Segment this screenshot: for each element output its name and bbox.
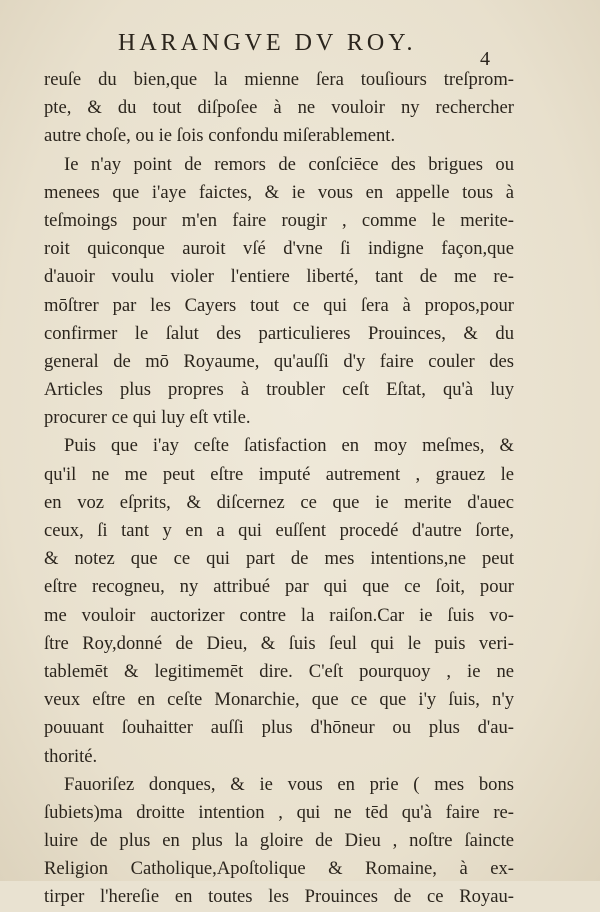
text-line: ſtre Roy,donné de Dieu, & ſuis ſeul qui le puis veri-: [44, 632, 514, 654]
text-line: Ie n'ay point de remors de conſciēce des brigues ou: [64, 153, 514, 175]
text-line: me vouloir auctorizer contre la raiſon.Car ie ſuis vo-: [44, 604, 514, 626]
paragraph: [44, 151, 514, 433]
text-line: roit quiconque auroit vſé d'vne ſi indigne façon,que: [44, 238, 514, 260]
running-title: HARANGVE DV ROY.: [118, 30, 417, 56]
text-line: veux eſtre en ceſte Monarchie, que ce que i'y ſuis, n'y: [44, 689, 514, 711]
text-line: Articles plus propres à troubler ceſt Eſtat, qu'à luy: [44, 379, 514, 401]
text-line: qu'il ne me peut eſtre imputé autrement , grauez le: [44, 463, 514, 485]
body-text: [44, 66, 514, 912]
text-line: d'auoir voulu violer l'entiere liberté, tant de me re-: [44, 266, 514, 288]
text-line: luire de plus en plus la gloire de Dieu , noſtre ſaincte: [44, 830, 514, 852]
text-line: ceux, ſi tant y en a qui euſſent procedé d'autre ſorte,: [44, 520, 514, 541]
text-line: pouuant ſouhaitter auſſi plus d'hōneur ou plus d'au-: [44, 717, 514, 739]
text-line: eſtre recogneu, ny attribué par qui que ce ſoit, pour: [44, 576, 514, 598]
text-line: Puis que i'ay ceſte ſatisfaction en moy meſmes, &: [64, 435, 514, 457]
text-line: autre choſe, ou ie ſois confondu miſerablement.: [44, 125, 396, 147]
text-line: ſubiets)ma droitte intention , qui ne tēd qu'à faire re-: [44, 801, 514, 823]
paragraph: [44, 771, 514, 912]
text-line: procurer ce qui luy eſt vtile.: [44, 407, 251, 429]
text-line: Fauoriſez donques, & ie vous en prie ( mes bons: [64, 773, 514, 795]
text-line: confirmer le ſalut des particulieres Prouinces, & du: [44, 322, 514, 344]
text-line: reuſe du bien,que la mienne ſera touſiours treſprom-: [44, 69, 514, 90]
text-line: mōſtrer par les Cayers tout ce qui ſera à propos,pour: [44, 294, 514, 316]
text-line: & notez que ce qui part de mes intentions,ne peut: [44, 548, 514, 570]
text-line: thorité.: [44, 745, 98, 767]
text-line: pte, & du tout diſpoſee à ne vouloir ny rechercher: [44, 97, 514, 119]
paragraph: [44, 432, 514, 770]
text-line: general de mō Royaume, qu'auſſi d'y faire couler des: [44, 350, 514, 372]
page-header: [0, 30, 600, 70]
text-line: teſmoings pour m'en faire rougir , comme le merite-: [44, 209, 514, 231]
text-line: en voz eſprits, & diſcernez ce que ie merite d'auec: [44, 491, 514, 513]
page-number: 4: [480, 48, 490, 70]
text-line: menees que i'aye faictes, & ie vous en appelle tous à: [44, 181, 514, 203]
text-line: tablemēt & legitimemēt dire. C'eſt pourquoy , ie ne: [44, 660, 514, 682]
text-line: tirper l'hereſie en toutes les Prouinces de ce Royau-: [44, 886, 514, 908]
text-line: Religion Catholique,Apoſtolique & Romaine, à ex-: [44, 858, 514, 880]
paragraph: [44, 66, 514, 151]
